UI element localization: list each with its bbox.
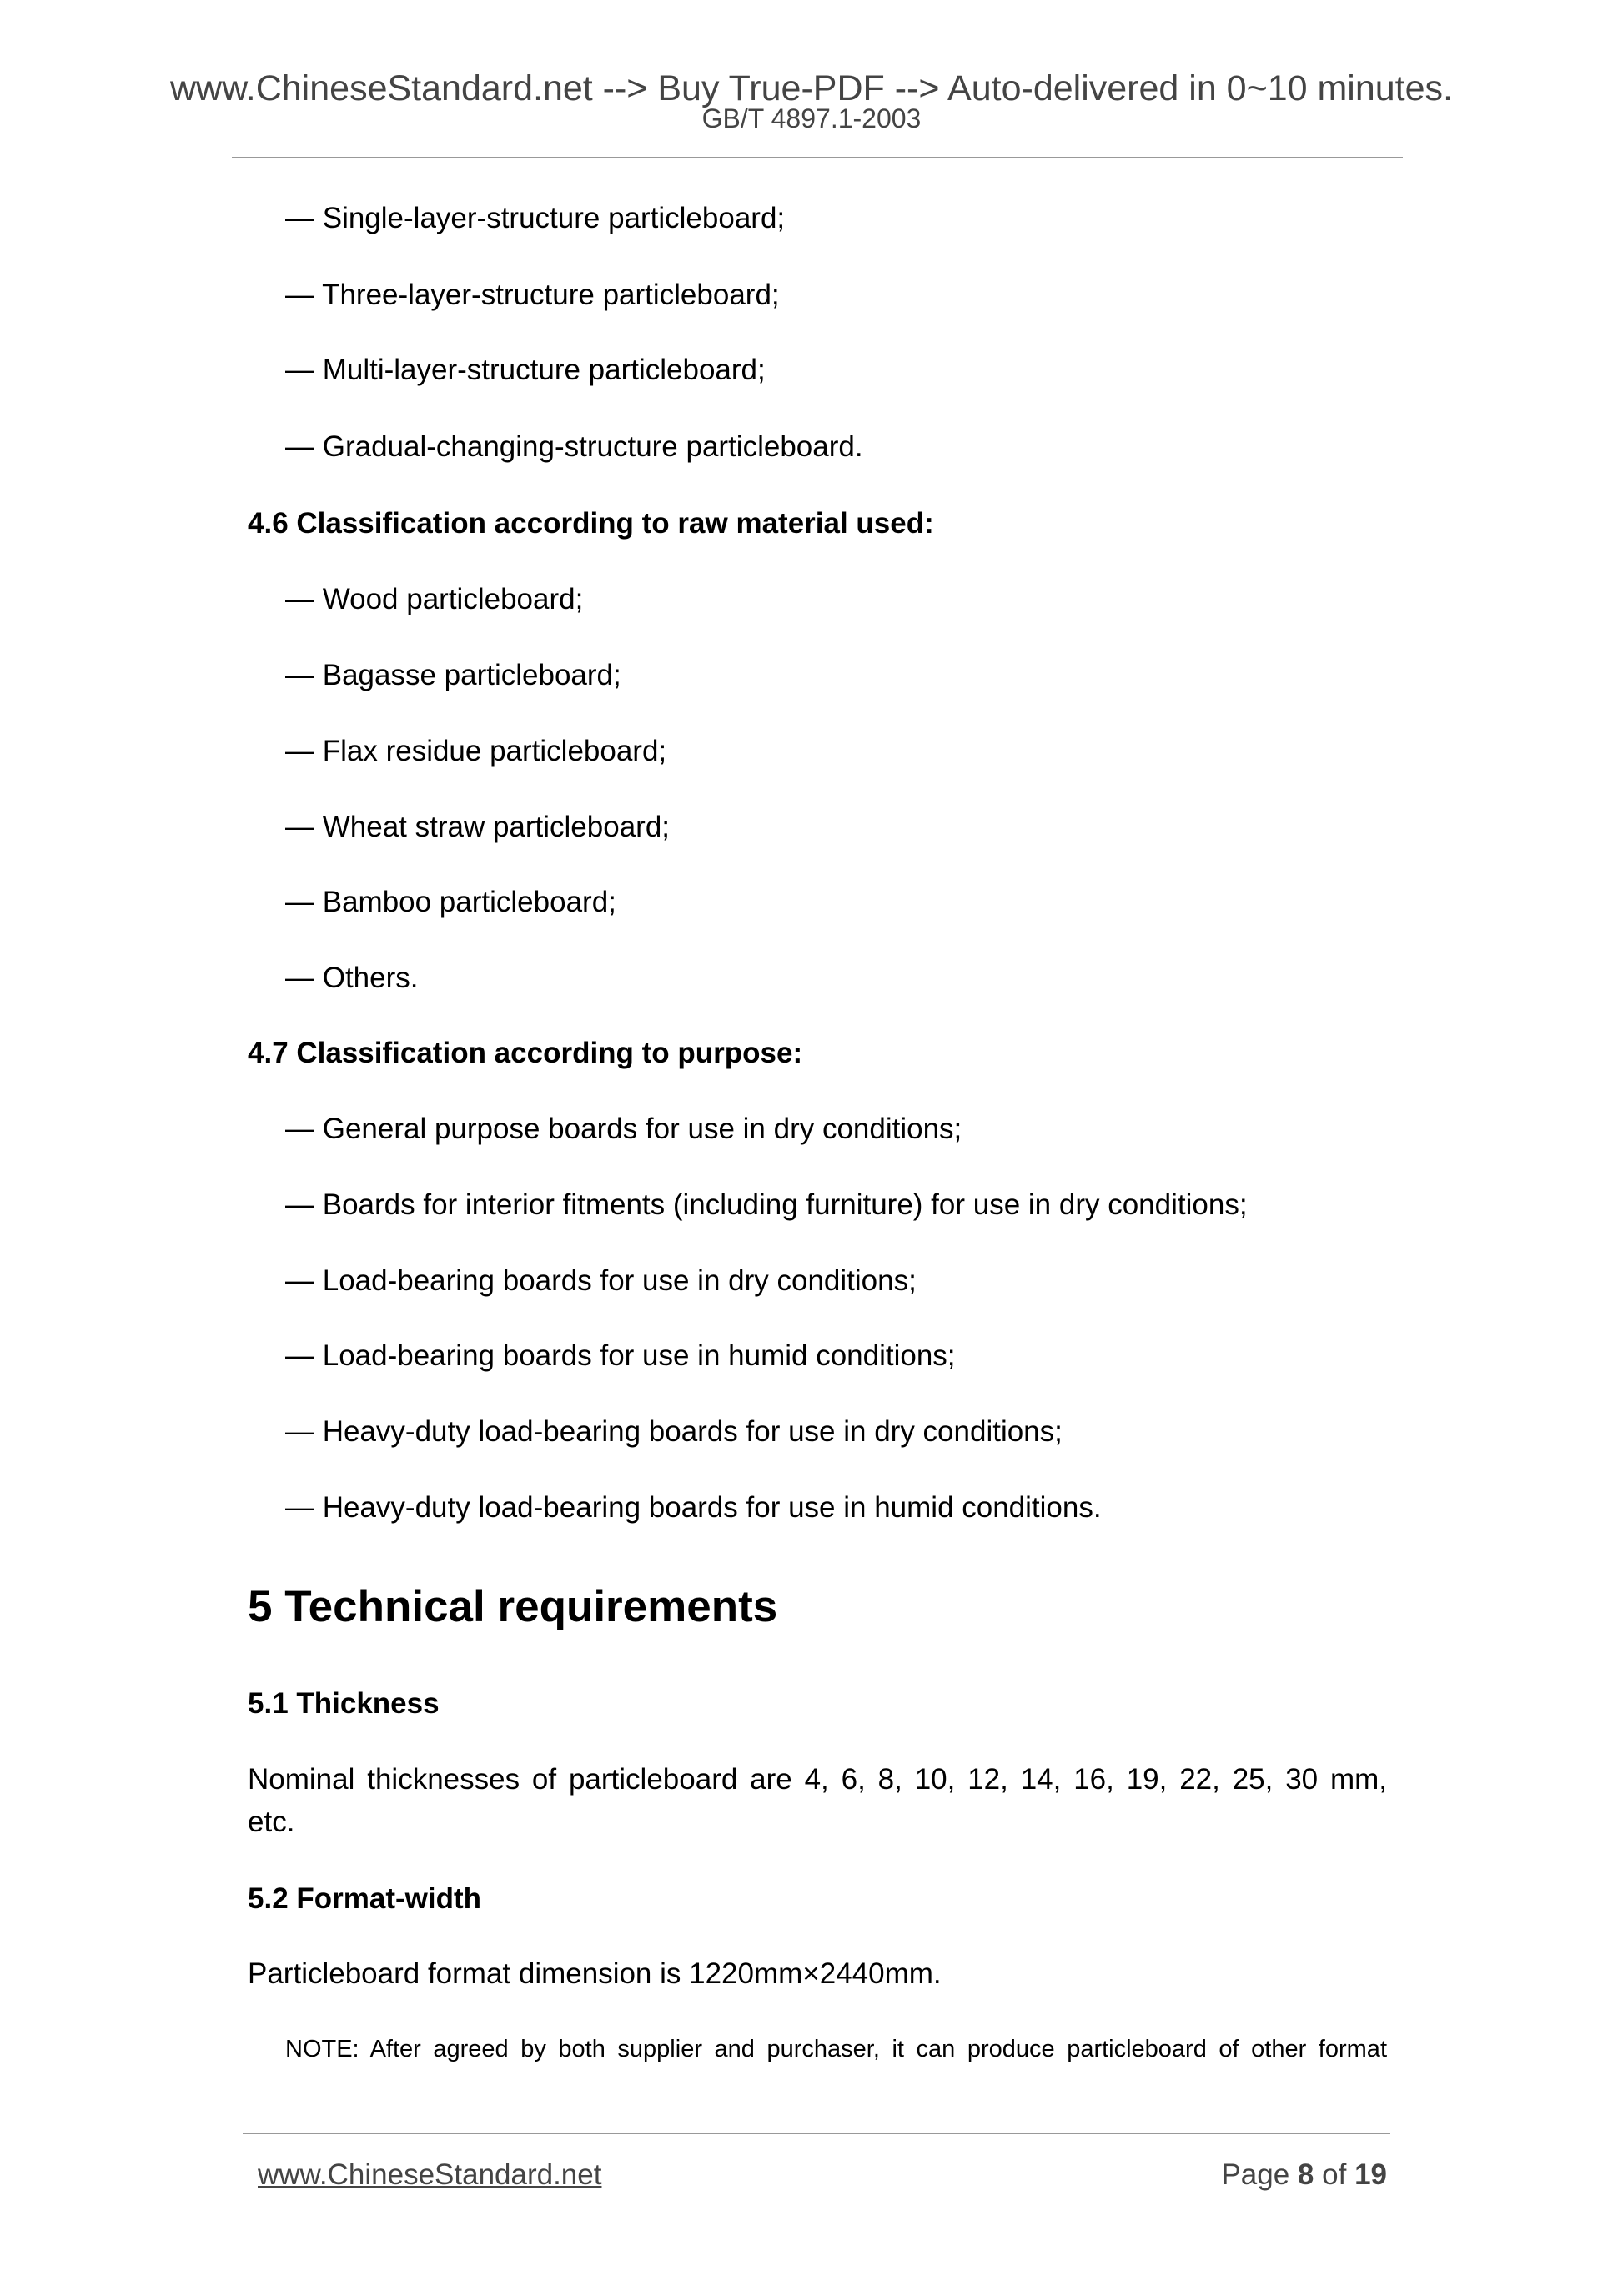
list-item: — General purpose boards for use in dry conditions; xyxy=(285,1113,962,1145)
list-item: — Load-bearing boards for use in humid conditions; xyxy=(285,1339,956,1372)
section-heading-5: 5 Technical requirements xyxy=(248,1582,778,1631)
footer-link[interactable]: www.ChineseStandard.net xyxy=(258,2158,602,2191)
list-item: — Three-layer-structure particleboard; xyxy=(285,279,780,311)
list-item: — Load-bearing boards for use in dry conditions; xyxy=(285,1264,917,1297)
list-item: — Bagasse particleboard; xyxy=(285,659,621,691)
thickness-text-line2: etc. xyxy=(248,1806,295,1838)
page-total: 19 xyxy=(1354,2158,1387,2191)
section-heading-5-2: 5.2 Format-width xyxy=(248,1882,482,1915)
format-text: Particleboard format dimension is 1220mm×2440mm. xyxy=(248,1957,942,1990)
footer-divider xyxy=(243,2133,1390,2134)
list-item: — Heavy-duty load-bearing boards for use in humid conditions. xyxy=(285,1491,1102,1524)
list-item: — Single-layer-structure particleboard; xyxy=(285,202,786,234)
list-item: — Wood particleboard; xyxy=(285,583,584,615)
footer-link-wrap[interactable] xyxy=(258,2157,601,2193)
header-divider xyxy=(232,157,1403,158)
list-item: — Heavy-duty load-bearing boards for use in dry conditions; xyxy=(285,1415,1063,1448)
list-item: — Others. xyxy=(285,962,419,994)
format-note: NOTE: After agreed by both supplier and purchaser, it can produce particleboard of other format xyxy=(285,2036,1387,2062)
header-banner: www.ChineseStandard.net --> Buy True-PDF --> Auto-delivered in 0~10 minutes. xyxy=(169,68,1453,108)
page-of: of xyxy=(1322,2158,1347,2191)
list-item: — Multi-layer-structure particleboard; xyxy=(285,354,766,386)
standard-id: GB/T 4897.1-2003 xyxy=(701,103,922,133)
list-item: — Bamboo particleboard; xyxy=(285,886,616,918)
list-item: — Boards for interior fitments (including furniture) for use in dry conditions; xyxy=(285,1188,1248,1221)
list-item: — Wheat straw particleboard; xyxy=(285,811,671,843)
section-heading-4-7: 4.7 Classification according to purpose: xyxy=(248,1037,803,1069)
thickness-text-line1: Nominal thicknesses of particleboard are 4, 6, 8, 10, 12, 14, 16, 19, 22, 25, 30 mm, xyxy=(248,1763,1387,1796)
section-heading-4-6: 4.6 Classification according to raw material used: xyxy=(248,507,934,540)
list-item: — Flax residue particleboard; xyxy=(285,735,667,767)
section-heading-5-1: 5.1 Thickness xyxy=(248,1687,440,1720)
list-item: — Gradual-changing-structure particleboard. xyxy=(285,430,863,463)
page-prefix: Page xyxy=(1221,2158,1290,2191)
page-current: 8 xyxy=(1297,2158,1314,2191)
page-number xyxy=(1221,2157,1387,2193)
